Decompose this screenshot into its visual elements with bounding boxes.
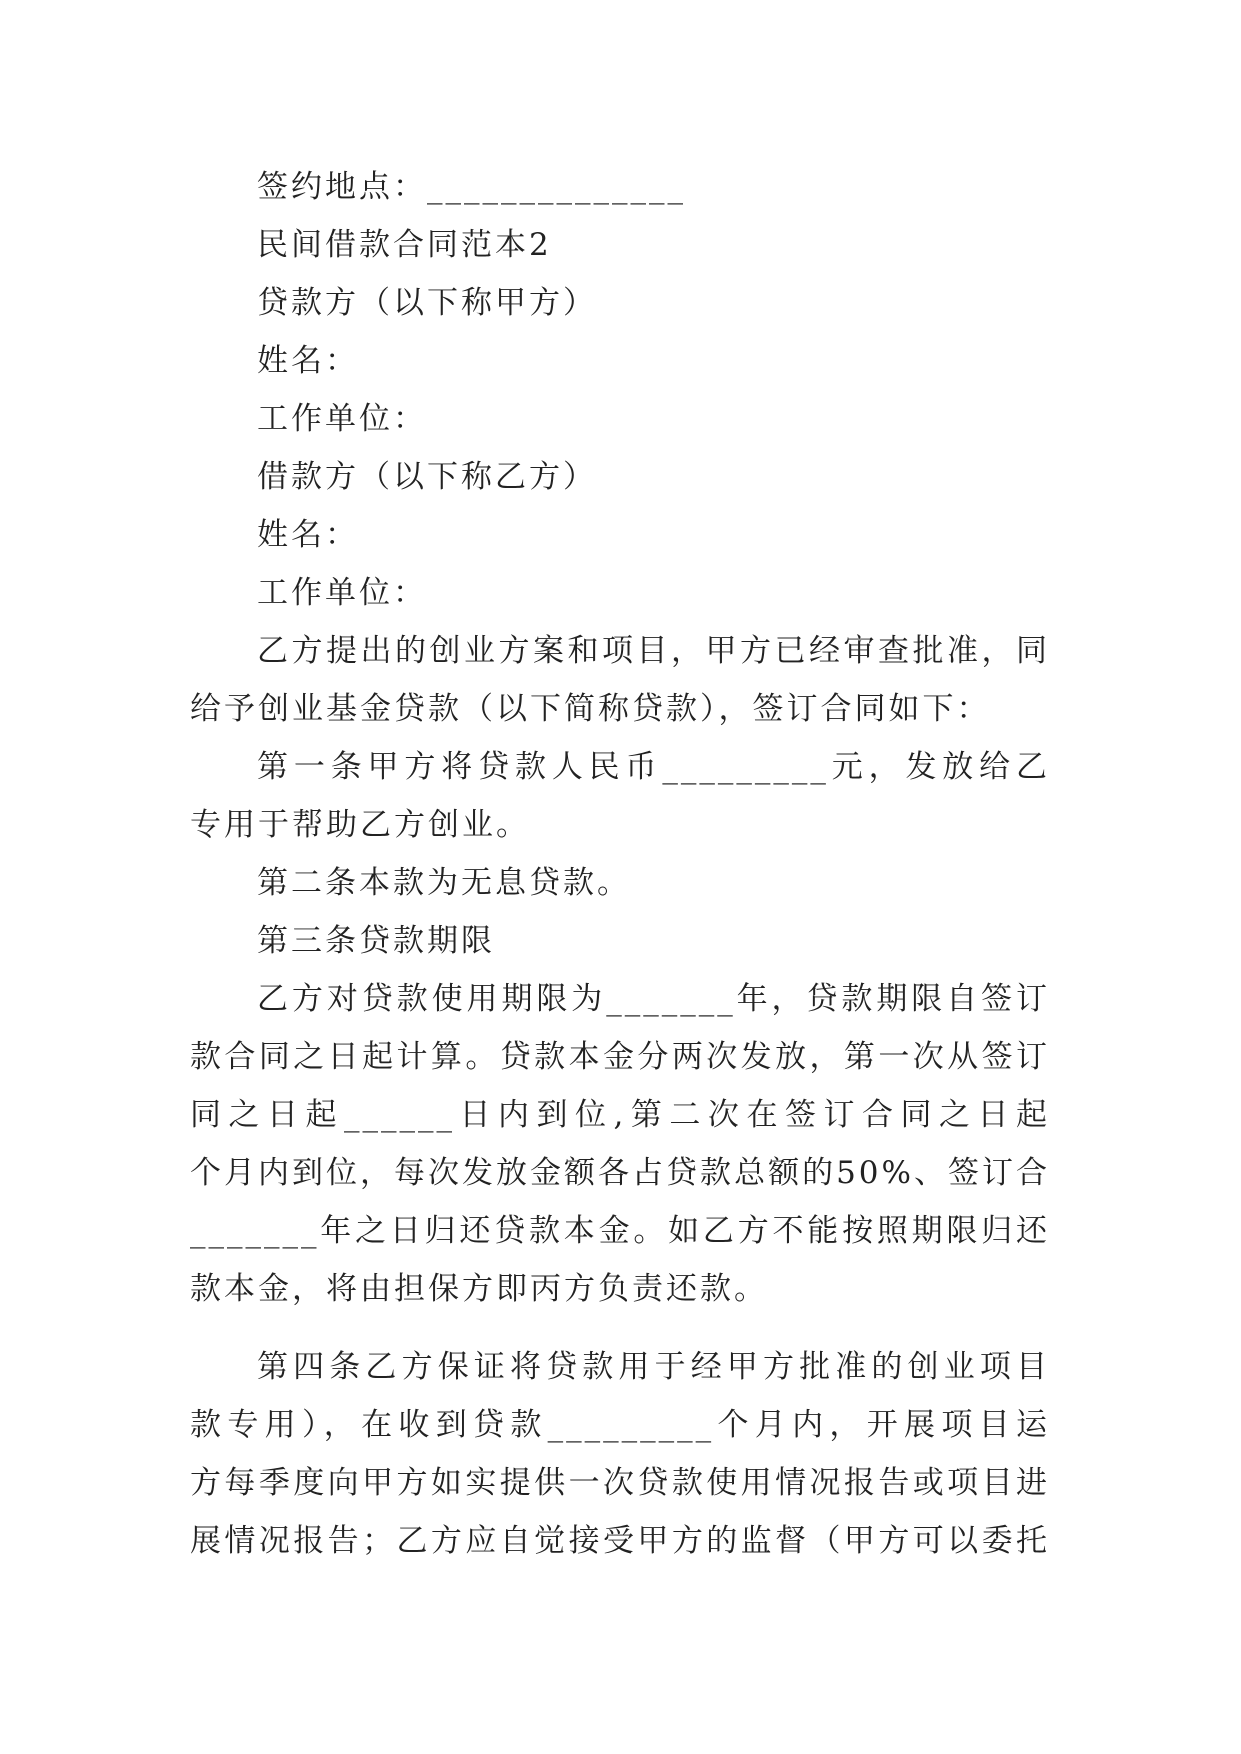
- text-line: 第二条本款为无息贷款。: [257, 865, 631, 901]
- document-body: [190, 158, 1050, 1570]
- text-line: 款合同之日起计算。贷款本金分两次发放，第一次从签订: [190, 1039, 1050, 1075]
- text-line: 姓名：: [257, 343, 359, 379]
- text-line: 第三条贷款期限: [257, 923, 495, 959]
- text-line: 展情况报告；乙方应自觉接受甲方的监督（甲方可以委托: [190, 1523, 1050, 1559]
- text-line: 个月内到位，每次发放金额各占贷款总额的50%、签订合: [190, 1155, 1050, 1191]
- text-line: 方每季度向甲方如实提供一次贷款使用情况报告或项目进: [190, 1465, 1050, 1501]
- text-line: 款本金，将由担保方即丙方负责还款。: [190, 1271, 768, 1307]
- text-line: _______年之日归还贷款本金。如乙方不能按照期限归还: [190, 1213, 1050, 1249]
- text-line: 同之日起______日内到位,第二次在签订合同之日起: [190, 1097, 1050, 1133]
- text-line: 民间借款合同范本2: [257, 227, 552, 263]
- text-line: 第一条甲方将贷款人民币_________元，发放给乙: [257, 749, 1050, 785]
- text-line: 给予创业基金贷款（以下简称贷款），签订合同如下：: [190, 691, 991, 727]
- text-line: 工作单位：: [257, 575, 427, 611]
- text-line: 工作单位：: [257, 401, 427, 437]
- paragraph-spacer: [190, 1318, 1050, 1338]
- text-line: 乙方对贷款使用期限为_______年，贷款期限自签订: [257, 981, 1050, 1017]
- text-line: 款专用），在收到贷款_________个月内，开展项目运: [190, 1407, 1050, 1443]
- text-line: 乙方提出的创业方案和项目，甲方已经审查批准，同: [257, 633, 1050, 669]
- text-line: 专用于帮助乙方创业。: [190, 807, 530, 843]
- text-line: 签约地点：______________: [257, 169, 686, 205]
- text-line: 借款方（以下称乙方）: [257, 459, 597, 495]
- text-line: 贷款方（以下称甲方）: [257, 285, 597, 321]
- text-line: 姓名：: [257, 517, 359, 553]
- text-line: 第四条乙方保证将贷款用于经甲方批准的创业项目: [257, 1349, 1050, 1385]
